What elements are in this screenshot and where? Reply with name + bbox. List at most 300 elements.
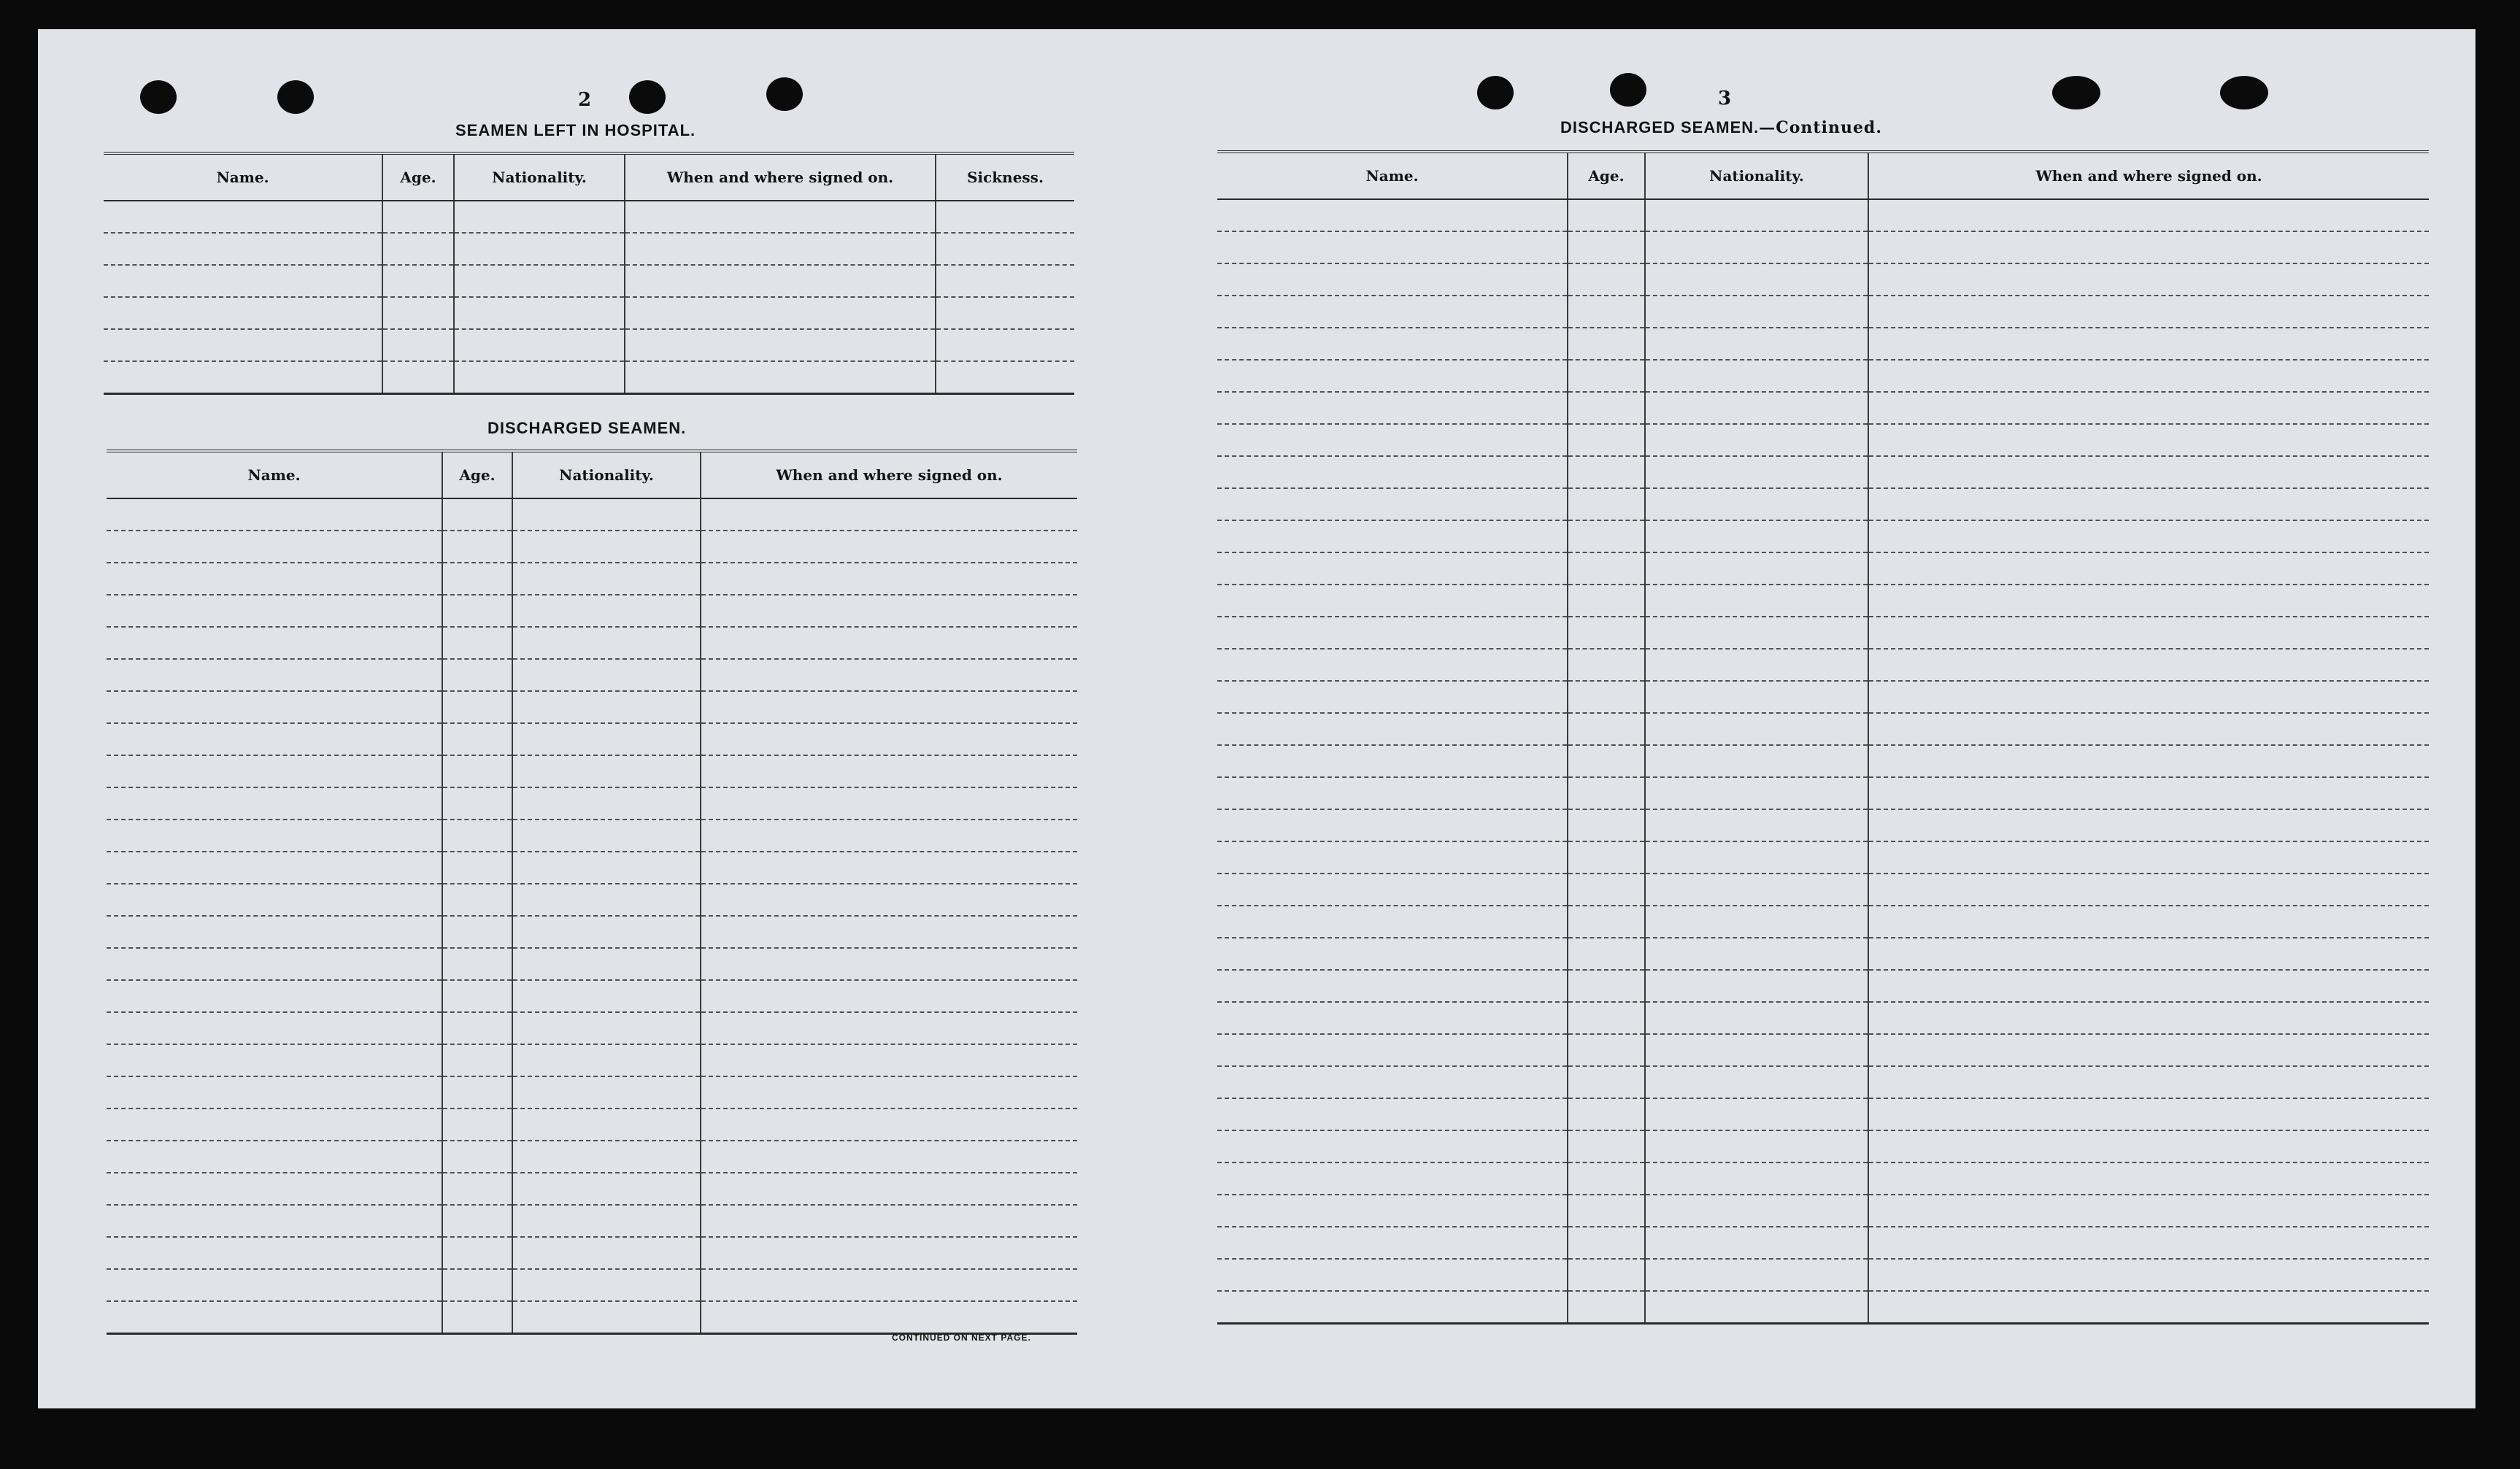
table-cell	[1645, 681, 1868, 713]
column-header: Sickness.	[936, 153, 1074, 201]
table-cell	[1568, 1034, 1645, 1066]
table-cell	[936, 233, 1074, 265]
table-cell	[1217, 906, 1568, 938]
table-cell	[107, 1141, 442, 1173]
table-cell	[1568, 1163, 1645, 1195]
table-cell	[1645, 1291, 1868, 1324]
table-cell	[1645, 424, 1868, 456]
table-row	[104, 329, 1074, 361]
punch-hole	[629, 80, 666, 114]
table-row	[104, 361, 1074, 394]
hospital-body	[104, 201, 1074, 394]
table-row	[1217, 263, 2429, 296]
table-row	[107, 1076, 1077, 1109]
table-cell	[1217, 1130, 1568, 1163]
table-cell	[1568, 456, 1645, 488]
table-cell	[701, 723, 1077, 755]
table-cell	[512, 755, 701, 787]
table-row	[104, 265, 1074, 297]
table-cell	[512, 723, 701, 755]
table-cell	[1645, 1195, 1868, 1227]
table-cell	[701, 595, 1077, 627]
table-cell	[442, 755, 512, 787]
table-cell	[1568, 1098, 1645, 1130]
table-cell	[1868, 520, 2429, 552]
table-cell	[382, 265, 454, 297]
table-row	[1217, 424, 2429, 456]
table-cell	[1568, 906, 1645, 938]
table-cell	[1217, 713, 1568, 745]
table-cell	[1645, 1130, 1868, 1163]
table-row	[107, 1205, 1077, 1237]
table-row	[1217, 1291, 2429, 1324]
table-row	[107, 627, 1077, 659]
table-cell	[442, 948, 512, 980]
table-cell	[107, 916, 442, 948]
table-cell	[625, 329, 936, 361]
table-cell	[382, 233, 454, 265]
table-cell	[1645, 938, 1868, 970]
table-cell	[1217, 424, 1568, 456]
table-cell	[512, 884, 701, 916]
table-cell	[1645, 1034, 1868, 1066]
table-cell	[1645, 745, 1868, 777]
table-cell	[442, 563, 512, 595]
table-row	[1217, 841, 2429, 874]
table-cell	[1217, 1002, 1568, 1034]
table-row	[1217, 231, 2429, 263]
table-cell	[1568, 617, 1645, 649]
table-row	[1217, 681, 2429, 713]
table-cell	[512, 1301, 701, 1334]
table-row	[1217, 906, 2429, 938]
table-cell	[701, 916, 1077, 948]
table-cell	[1568, 231, 1645, 263]
table-cell	[104, 329, 382, 361]
table-cell	[442, 595, 512, 627]
table-cell	[107, 1301, 442, 1334]
table-cell	[1645, 488, 1868, 520]
table-cell	[442, 820, 512, 852]
table-row	[107, 787, 1077, 820]
table-row	[107, 1301, 1077, 1334]
table-row	[107, 884, 1077, 916]
table-cell	[1568, 328, 1645, 360]
table-cell	[512, 1109, 701, 1141]
hospital-header-row	[104, 153, 1074, 201]
continued-section-title	[1560, 118, 1882, 137]
table-cell	[701, 498, 1077, 531]
table-cell	[1568, 1066, 1645, 1098]
table-cell	[454, 233, 625, 265]
table-cell	[442, 1109, 512, 1141]
table-cell	[701, 1173, 1077, 1205]
table-cell	[625, 201, 936, 233]
table-cell	[1868, 424, 2429, 456]
table-cell	[107, 1205, 442, 1237]
table-cell	[936, 361, 1074, 394]
table-cell	[1868, 970, 2429, 1002]
table-cell	[1217, 1195, 1568, 1227]
column-header: When and where signed on.	[701, 451, 1077, 498]
table-cell	[1645, 777, 1868, 809]
table-cell	[1217, 552, 1568, 585]
table-row	[1217, 745, 2429, 777]
table-cell	[1868, 745, 2429, 777]
table-cell	[1645, 809, 1868, 841]
table-cell	[625, 297, 936, 329]
table-cell	[1645, 520, 1868, 552]
table-cell	[1568, 841, 1645, 874]
table-cell	[107, 563, 442, 595]
table-cell	[936, 297, 1074, 329]
table-cell	[107, 498, 442, 531]
continued-title-main: DISCHARGED SEAMEN.	[1560, 118, 1760, 136]
table-row	[104, 297, 1074, 329]
table-cell	[1217, 1034, 1568, 1066]
column-header: When and where signed on.	[1868, 152, 2429, 199]
table-row	[1217, 1163, 2429, 1195]
table-cell	[701, 820, 1077, 852]
table-row	[107, 755, 1077, 787]
table-cell	[512, 1173, 701, 1205]
table-cell	[1568, 777, 1645, 809]
table-cell	[1217, 1259, 1568, 1291]
table-cell	[442, 1301, 512, 1334]
table-cell	[107, 1269, 442, 1301]
table-cell	[442, 1012, 512, 1044]
table-row	[1217, 1195, 2429, 1227]
table-cell	[1645, 713, 1868, 745]
table-cell	[1217, 841, 1568, 874]
discharged-section-title: DISCHARGED SEAMEN.	[488, 419, 687, 437]
punch-hole	[140, 80, 177, 114]
table-cell	[1217, 938, 1568, 970]
table-cell	[107, 980, 442, 1012]
table-cell	[442, 531, 512, 563]
table-cell	[1217, 1163, 1568, 1195]
table-cell	[512, 1141, 701, 1173]
table-cell	[701, 948, 1077, 980]
table-cell	[442, 691, 512, 723]
table-cell	[1568, 1130, 1645, 1163]
table-cell	[1868, 488, 2429, 520]
table-cell	[1568, 488, 1645, 520]
table-row	[1217, 1098, 2429, 1130]
table-row	[1217, 713, 2429, 745]
discharged-header-row	[107, 451, 1077, 498]
table-cell	[442, 498, 512, 531]
continued-footer: CONTINUED ON NEXT PAGE.	[892, 1333, 1031, 1343]
table-cell	[701, 627, 1077, 659]
table-cell	[1868, 1034, 2429, 1066]
table-row	[1217, 874, 2429, 906]
table-cell	[1645, 263, 1868, 296]
table-cell	[1868, 649, 2429, 681]
table-cell	[701, 531, 1077, 563]
table-cell	[1217, 456, 1568, 488]
table-row	[104, 233, 1074, 265]
table-cell	[442, 1141, 512, 1173]
column-header: Nationality.	[454, 153, 625, 201]
table-cell	[701, 1301, 1077, 1334]
table-cell	[1217, 1098, 1568, 1130]
table-cell	[442, 1044, 512, 1076]
table-cell	[454, 329, 625, 361]
continued-title-suffix: —Continued.	[1759, 118, 1882, 137]
table-cell	[1645, 296, 1868, 328]
table-row	[1217, 360, 2429, 392]
table-row	[1217, 1034, 2429, 1066]
table-cell	[1868, 617, 2429, 649]
table-cell	[936, 265, 1074, 297]
table-row	[107, 498, 1077, 531]
table-cell	[701, 1141, 1077, 1173]
table-cell	[1868, 1291, 2429, 1324]
table-cell	[1868, 841, 2429, 874]
table-cell	[1645, 392, 1868, 424]
column-header: Nationality.	[512, 451, 701, 498]
table-cell	[1868, 1227, 2429, 1259]
table-cell	[1645, 552, 1868, 585]
table-cell	[1568, 552, 1645, 585]
table-cell	[1568, 809, 1645, 841]
table-cell	[1868, 681, 2429, 713]
table-cell	[1217, 617, 1568, 649]
table-cell	[107, 723, 442, 755]
table-cell	[1868, 809, 2429, 841]
column-header: Name.	[107, 451, 442, 498]
table-cell	[1645, 456, 1868, 488]
table-cell	[1568, 745, 1645, 777]
continued-body	[1217, 199, 2429, 1324]
table-cell	[1217, 296, 1568, 328]
table-cell	[1217, 520, 1568, 552]
table-cell	[512, 1012, 701, 1044]
table-cell	[1568, 585, 1645, 617]
table-cell	[625, 265, 936, 297]
table-cell	[454, 361, 625, 394]
table-cell	[1868, 456, 2429, 488]
table-cell	[107, 820, 442, 852]
table-cell	[1645, 1163, 1868, 1195]
table-row	[107, 820, 1077, 852]
table-row	[1217, 809, 2429, 841]
table-cell	[512, 852, 701, 884]
table-cell	[701, 1012, 1077, 1044]
punch-hole	[766, 77, 803, 111]
table-row	[1217, 392, 2429, 424]
table-row	[1217, 328, 2429, 360]
table-cell	[625, 361, 936, 394]
discharged-table	[107, 450, 1077, 1335]
table-cell	[442, 1237, 512, 1269]
table-cell	[1645, 231, 1868, 263]
table-row	[107, 980, 1077, 1012]
table-cell	[1217, 681, 1568, 713]
table-cell	[1568, 1195, 1645, 1227]
table-cell	[1645, 617, 1868, 649]
table-cell	[1645, 841, 1868, 874]
table-cell	[1217, 1227, 1568, 1259]
table-row	[1217, 585, 2429, 617]
table-cell	[701, 787, 1077, 820]
table-cell	[1568, 424, 1645, 456]
table-cell	[107, 659, 442, 691]
table-cell	[107, 1109, 442, 1141]
table-cell	[512, 916, 701, 948]
table-cell	[1868, 906, 2429, 938]
table-cell	[1217, 263, 1568, 296]
table-row	[107, 1044, 1077, 1076]
table-cell	[1217, 585, 1568, 617]
table-cell	[442, 659, 512, 691]
table-cell	[512, 1076, 701, 1109]
hospital-section-title: SEAMEN LEFT IN HOSPITAL.	[455, 121, 696, 139]
table-row	[1217, 488, 2429, 520]
table-row	[1217, 617, 2429, 649]
table-cell	[104, 265, 382, 297]
table-row	[107, 563, 1077, 595]
table-cell	[1868, 1066, 2429, 1098]
table-cell	[1217, 360, 1568, 392]
table-cell	[1217, 649, 1568, 681]
table-cell	[512, 659, 701, 691]
table-cell	[1868, 777, 2429, 809]
column-header: Age.	[1568, 152, 1645, 199]
punch-hole	[1610, 73, 1646, 107]
table-cell	[512, 498, 701, 531]
table-cell	[104, 361, 382, 394]
table-cell	[1868, 585, 2429, 617]
table-cell	[1568, 1002, 1645, 1034]
table-cell	[1868, 231, 2429, 263]
table-cell	[1645, 328, 1868, 360]
table-cell	[1645, 874, 1868, 906]
table-cell	[1645, 199, 1868, 231]
table-cell	[107, 755, 442, 787]
table-cell	[107, 1012, 442, 1044]
table-cell	[1645, 906, 1868, 938]
table-cell	[1217, 970, 1568, 1002]
punch-hole	[2052, 76, 2100, 109]
table-cell	[1568, 199, 1645, 231]
table-row	[107, 1237, 1077, 1269]
table-row	[1217, 1259, 2429, 1291]
table-cell	[1645, 1227, 1868, 1259]
table-row	[1217, 1130, 2429, 1163]
table-cell	[442, 723, 512, 755]
table-cell	[512, 1205, 701, 1237]
table-row	[1217, 552, 2429, 585]
table-cell	[625, 233, 936, 265]
table-cell	[107, 1076, 442, 1109]
table-cell	[107, 595, 442, 627]
table-row	[107, 531, 1077, 563]
table-cell	[701, 1237, 1077, 1269]
page-number-right: 3	[1718, 88, 1732, 109]
table-cell	[1645, 1066, 1868, 1098]
table-cell	[512, 595, 701, 627]
table-cell	[1568, 970, 1645, 1002]
column-header: Age.	[442, 451, 512, 498]
table-cell	[442, 1173, 512, 1205]
column-header: Age.	[382, 153, 454, 201]
table-cell	[1868, 938, 2429, 970]
table-row	[1217, 938, 2429, 970]
table-row	[107, 723, 1077, 755]
table-cell	[442, 980, 512, 1012]
table-cell	[442, 627, 512, 659]
table-cell	[1645, 1002, 1868, 1034]
table-row	[1217, 520, 2429, 552]
table-cell	[1217, 199, 1568, 231]
table-cell	[1217, 328, 1568, 360]
table-cell	[1868, 360, 2429, 392]
table-cell	[104, 297, 382, 329]
table-cell	[512, 1269, 701, 1301]
table-cell	[1217, 392, 1568, 424]
table-cell	[1868, 1195, 2429, 1227]
table-row	[107, 916, 1077, 948]
table-cell	[701, 691, 1077, 723]
table-cell	[1217, 1291, 1568, 1324]
table-cell	[512, 691, 701, 723]
table-row	[1217, 970, 2429, 1002]
table-cell	[1568, 938, 1645, 970]
table-cell	[1868, 1259, 2429, 1291]
table-cell	[701, 1044, 1077, 1076]
table-cell	[1217, 1066, 1568, 1098]
column-header: Nationality.	[1645, 152, 1868, 199]
table-cell	[1645, 1259, 1868, 1291]
table-cell	[442, 916, 512, 948]
table-cell	[107, 1044, 442, 1076]
table-cell	[1568, 681, 1645, 713]
table-cell	[512, 820, 701, 852]
table-cell	[1217, 777, 1568, 809]
table-cell	[107, 531, 442, 563]
table-cell	[701, 755, 1077, 787]
table-cell	[1568, 520, 1645, 552]
table-cell	[701, 884, 1077, 916]
table-cell	[104, 233, 382, 265]
table-row	[1217, 1227, 2429, 1259]
table-row	[107, 1109, 1077, 1141]
table-row	[1217, 1066, 2429, 1098]
continued-table	[1217, 150, 2429, 1325]
punch-hole	[1477, 76, 1514, 109]
table-cell	[701, 1109, 1077, 1141]
table-cell	[1645, 1098, 1868, 1130]
table-cell	[701, 1076, 1077, 1109]
table-cell	[107, 627, 442, 659]
table-cell	[442, 1076, 512, 1109]
table-cell	[1645, 585, 1868, 617]
table-cell	[701, 980, 1077, 1012]
table-row	[107, 1173, 1077, 1205]
table-cell	[1868, 199, 2429, 231]
table-cell	[1868, 874, 2429, 906]
table-row	[1217, 296, 2429, 328]
table-cell	[936, 201, 1074, 233]
table-row	[1217, 1002, 2429, 1034]
table-cell	[442, 787, 512, 820]
table-cell	[1217, 745, 1568, 777]
table-row	[107, 595, 1077, 627]
document-sheet	[38, 29, 2475, 1408]
table-cell	[382, 201, 454, 233]
